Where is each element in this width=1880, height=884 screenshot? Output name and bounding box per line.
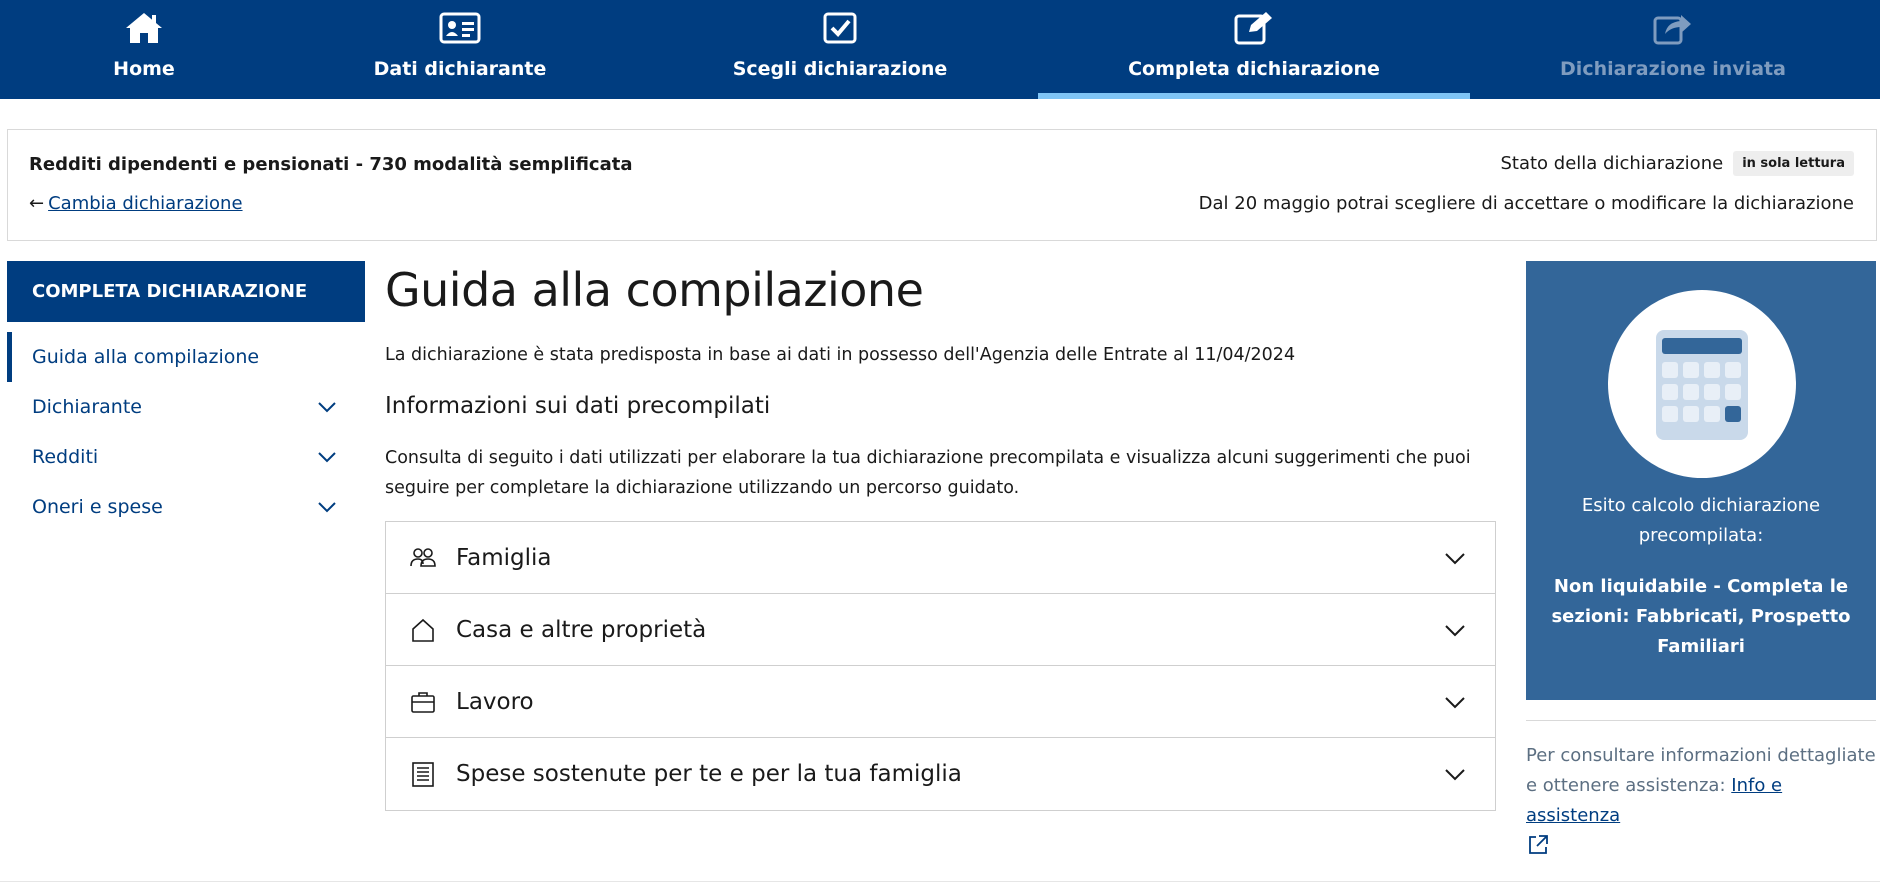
nav-dichiarazione-inviata-label: Dichiarazione inviata — [1560, 58, 1786, 80]
nav-dichiarazione-inviata — [1560, 0, 1786, 99]
esito-label: Esito calcolo dichiarazione precompilata: — [1581, 495, 1821, 546]
house-icon — [410, 617, 436, 643]
nav-scegli-dichiarazione[interactable] — [730, 0, 950, 99]
sidebar-item-label: Redditi — [32, 446, 99, 468]
change-declaration-label: Cambia dichiarazione — [48, 193, 243, 214]
section-subtitle: Informazioni sui dati precompilati — [385, 393, 771, 419]
nav-scegli-dichiarazione-label: Scegli dichiarazione — [732, 58, 948, 80]
nav-dati-dichiarante[interactable] — [360, 0, 560, 99]
accordion-label: Famiglia — [456, 544, 552, 571]
share-icon — [1651, 8, 1695, 48]
esito-card — [1526, 261, 1876, 700]
chevron-down-icon — [1443, 762, 1467, 786]
precompiled-data-accordion — [385, 521, 1496, 811]
page-title: Guida alla compilazione — [385, 263, 924, 317]
chevron-down-icon — [1443, 690, 1467, 714]
sidebar-item-guida[interactable] — [7, 332, 365, 382]
bottom-divider — [0, 881, 1880, 882]
accordion-label: Lavoro — [456, 688, 534, 715]
declaration-title: Redditi dipendenti e pensionati - 730 modalità semplificata — [29, 154, 633, 175]
sidebar-item-dichiarante[interactable] — [7, 382, 365, 432]
assistance-block — [1526, 741, 1878, 857]
nav-home-label: Home — [113, 58, 175, 80]
nav-completa-dichiarazione[interactable] — [1038, 0, 1470, 99]
id-card-icon — [438, 8, 482, 48]
status-label: Stato della dichiarazione — [1500, 153, 1724, 174]
sidebar-item-label: Oneri e spese — [32, 496, 163, 518]
nav-dati-dichiarante-label: Dati dichiarante — [373, 58, 547, 80]
chevron-down-icon — [316, 396, 338, 418]
receipt-icon — [410, 761, 436, 787]
sidebar-item-redditi[interactable] — [7, 432, 365, 482]
nav-completa-dichiarazione-label: Completa dichiarazione — [1128, 58, 1380, 80]
sidebar-item-label: Dichiarante — [32, 396, 142, 418]
chevron-down-icon — [1443, 618, 1467, 642]
accordion-item-casa[interactable] — [386, 594, 1495, 666]
chevron-down-icon — [1443, 546, 1467, 570]
esito-value: Non liquidabile - Completa le sezioni: Fabbricati, Prospetto Familiari — [1551, 576, 1851, 657]
arrow-left-icon: ← — [29, 193, 45, 214]
accordion-item-famiglia[interactable] — [386, 522, 1495, 594]
accordion-item-lavoro[interactable] — [386, 666, 1495, 738]
accordion-label: Spese sostenute per te e per la tua famiglia — [456, 761, 962, 787]
external-link-icon[interactable] — [1526, 833, 1550, 857]
accordion-label: Casa e altre proprietà — [456, 616, 707, 643]
declaration-panel — [7, 129, 1877, 241]
info-assistenza-link[interactable]: Info e assistenza — [1526, 775, 1783, 826]
status-badge: in sola lettura — [1733, 151, 1854, 176]
checkbox-icon — [818, 8, 862, 48]
divider — [1526, 720, 1876, 721]
edit-icon — [1232, 8, 1276, 48]
calculator-icon — [1608, 290, 1796, 478]
intro-text: La dichiarazione è stata predisposta in base ai dati in possesso dell'Agenzia delle Entrate al 11/04/2024 — [385, 345, 1296, 365]
home-icon — [122, 8, 166, 48]
sidebar-item-oneri-spese[interactable] — [7, 482, 365, 532]
accordion-item-spese[interactable] — [386, 738, 1495, 810]
declaration-note: Dal 20 maggio potrai scegliere di accettare o modificare la dichiarazione — [1198, 193, 1854, 214]
chevron-down-icon — [316, 496, 338, 518]
section-description: Consulta di seguito i dati utilizzati per elaborare la tua dichiarazione precompilata e visualizza alcuni suggerimenti che puoi seguire per completare la dichiarazione utilizzando un percorso guidato. — [385, 448, 1471, 498]
family-icon — [410, 545, 436, 571]
sidebar-item-label: Guida alla compilazione — [32, 346, 260, 368]
sidebar-header: COMPLETA DICHIARAZIONE — [7, 261, 365, 322]
calculator-icon-circle — [1608, 290, 1796, 478]
briefcase-icon — [410, 689, 436, 715]
declaration-status — [1500, 151, 1854, 176]
nav-home[interactable] — [64, 0, 224, 99]
top-navigation — [0, 0, 1880, 99]
change-declaration-link[interactable] — [29, 193, 243, 214]
chevron-down-icon — [316, 446, 338, 468]
assistance-text: Per consultare informazioni dettagliate e ottenere assistenza: — [1526, 745, 1876, 796]
